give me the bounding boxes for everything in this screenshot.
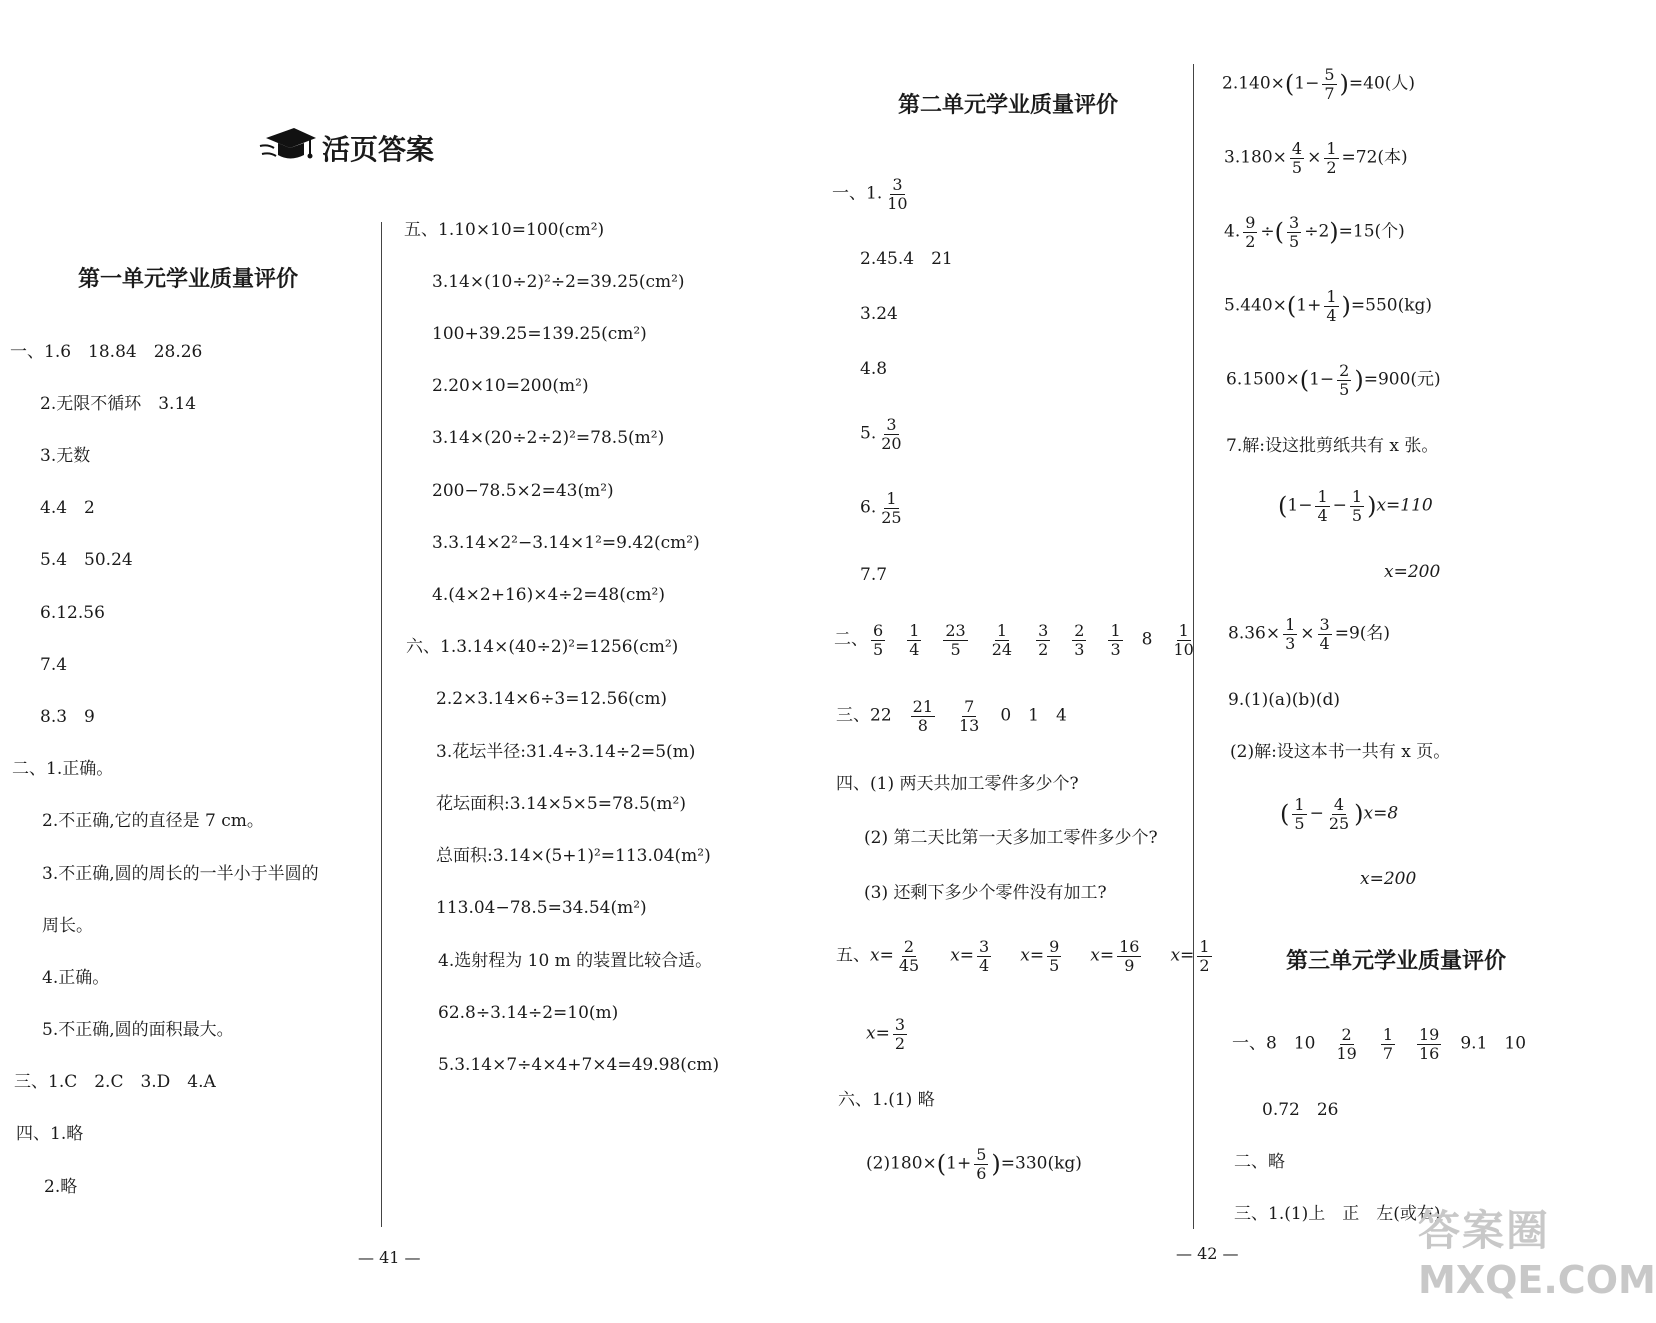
fraction: $\frac{1}{2}$ [1326,139,1337,177]
unit1-line: 4.4 2 [40,498,95,518]
unit1-line: 3.不正确,圆的周长的一半小于半圆的 [42,864,319,884]
col2-line: 2.2×3.14×6÷3=12.56(cm) [436,689,668,709]
page-number-left: — 41 — [358,1248,421,1267]
fraction: $\frac{2}{45}$ [898,937,920,975]
col2-line: 200−78.5×2=43(m²) [432,481,614,501]
col2-line: 113.04−78.5=34.54(m²) [436,898,647,918]
column-divider-left [381,222,382,1227]
unit2-s3: 三、22 $\frac{21}{8}$ $\frac{7}{13}$ 0 1 4 [836,697,1067,735]
unit1-line: 一、1.6 18.84 28.26 [10,342,203,362]
fraction: $\frac{1}{5}$ [1351,487,1363,525]
page-number-right: — 42 — [1176,1244,1239,1263]
fraction: $\frac{3}{4}$ [1319,615,1330,653]
fraction: $\frac{9}{2}$ [1245,213,1256,251]
col2-line: 3.14×(20÷2÷2)²=78.5(m²) [432,428,665,448]
col2-line: 总面积:3.14×(5+1)²=113.04(m²) [436,846,711,866]
col4-line-8: 8.36× $\frac{1}{3}$ × $\frac{3}{4}$ =9(名) [1228,615,1391,653]
fraction: $\frac{1}{3}$ [1110,621,1121,659]
fraction: $\frac{3}{2}$ [1038,621,1049,659]
fraction: $\frac{9}{5}$ [1049,937,1060,975]
unit3-title: 第三单元学业质量评价 [1286,948,1507,974]
col4-line-3: 3.180× $\frac{4}{5}$ × $\frac{1}{2}$ =72(本) [1224,139,1408,177]
watermark-url: MXQE.COM [1418,1258,1656,1302]
unit1-line: 三、1.C 2.C 3.D 4.A [14,1072,216,1092]
fraction: $\frac{5}{6}$ [976,1145,987,1183]
page-header-title: 活页答案 [322,133,435,166]
col2-line: 3.14×(10÷2)²÷2=39.25(cm²) [432,272,685,292]
graduation-cap-icon [258,124,318,166]
fraction: $\frac{1}{5}$ [1294,795,1305,833]
fraction: $\frac{3}{4}$ [979,937,990,975]
unit2-s4-2: (2) 第二天比第一天多加工零件多少个? [864,828,1158,848]
fraction: $\frac{1}{4}$ [909,621,920,659]
fraction: $\frac{6}{5}$ [873,621,884,659]
unit1-line: 二、1.正确。 [12,759,114,779]
fraction: $\frac{2}{3}$ [1074,621,1085,659]
unit2-s6-2: (2)180×(1+ $\frac{5}{6}$ )=330(kg) [866,1145,1082,1183]
col2-line: 2.20×10=200(m²) [432,376,589,396]
col2-line: 3.3.14×2²−3.14×1²=9.42(cm²) [432,533,700,553]
unit1-line: 5.4 50.24 [40,550,133,570]
col2-line: 花坛面积:3.14×5×5=78.5(m²) [436,794,686,814]
unit1-line: 7.4 [40,655,68,675]
col4-line-5: 5.440×(1+ $\frac{1}{4}$ )=550(kg) [1224,287,1433,325]
unit2-s6-1: 六、1.(1) 略 [838,1090,935,1110]
unit1-line: 2.略 [44,1177,78,1197]
col4-line-6: 6.1500×(1− $\frac{2}{5}$ )=900(元) [1226,361,1441,399]
unit2-s4-3: (3) 还剩下多少个零件没有加工? [864,883,1107,903]
unit2-s1-6: 6. $\frac{1}{25}$ [860,489,902,527]
col2-line: 六、1.3.14×(40÷2)²=1256(cm²) [406,637,679,657]
fraction: $\frac{1}{7}$ [1382,1025,1393,1063]
col4-line-7-solution: x=200 [1384,562,1441,582]
fraction: $\frac{21}{8}$ [912,697,933,735]
fraction: $\frac{23}{5}$ [945,621,966,659]
unit3-s1-2: 0.72 26 [1262,1100,1339,1120]
fraction: $\frac{19}{16}$ [1419,1025,1440,1063]
unit2-s1-3: 3.24 [860,304,898,324]
fraction: $\frac{1}{4}$ [1317,487,1328,525]
watermark-logo: 答案圈 [1418,1206,1551,1255]
unit1-title: 第一单元学业质量评价 [78,266,299,292]
col2-line: 五、1.10×10=100(cm²) [404,220,605,240]
col2-line: 4.(4×2+16)×4÷2=48(cm²) [432,585,665,605]
unit1-line: 周长。 [42,916,93,936]
unit2-s1-5: 5. $\frac{3}{20}$ [860,415,902,453]
unit1-line: 6.12.56 [40,603,105,623]
unit1-line: 4.正确。 [42,968,110,988]
fraction: $\frac{4}{5}$ [1291,139,1303,177]
unit2-s4-1: 四、(1) 两天共加工零件多少个? [836,774,1079,794]
unit1-line: 3.无数 [40,446,91,466]
col2-line: 62.8÷3.14÷2=10(m) [438,1003,619,1023]
unit2-s5: 五、x= $\frac{2}{45}$ x= $\frac{3}{4}$ x= $\frac{9}{5}$ x= $\frac{16}{9}$ x= $\frac{1}{2}$ [836,937,1210,975]
unit3-s3: 三、1.(1)上 正 左(或右) [1234,1204,1441,1224]
unit3-s1: 一、8 10 $\frac{2}{19}$ $\frac{1}{7}$ $\frac{19}{16}$ 9.1 10 [1232,1025,1527,1063]
fraction: $\frac{3}{20}$ [881,415,902,453]
unit1-line: 2.无限不循环 3.14 [40,394,197,414]
col4-line-7: 7.解:设这批剪纸共有 x 张。 [1226,436,1439,456]
unit2-s2: 二、 $\frac{6}{5}$ $\frac{1}{4}$ $\frac{23}{5}$ $\frac{1}{24}$ $\frac{3}{2}$ $\frac{2}{3}$ $\frac{1}{3}$ 8 $\frac{1}{10}$ [834,621,1194,659]
unit2-s1-7: 7.7 [860,565,888,585]
fraction: $\frac{1}{10}$ [1173,621,1194,659]
fraction: $\frac{3}{10}$ [887,175,908,213]
unit2-s5-last: x= $\frac{3}{2}$ [866,1015,906,1053]
unit1-line: 四、1.略 [16,1124,84,1144]
unit2-s1-4: 4.8 [860,359,888,379]
unit2-s1-2: 2.45.4 21 [860,249,953,269]
col4-line-9-equation: ( $\frac{1}{5}$ − $\frac{4}{25}$ )x=8 [1280,795,1399,833]
fraction: $\frac{1}{25}$ [881,489,902,527]
unit1-line: 5.不正确,圆的面积最大。 [42,1020,234,1040]
fraction: $\frac{4}{25}$ [1328,795,1350,833]
fraction: $\frac{3}{5}$ [1289,213,1300,251]
col4-line-4: 4. $\frac{9}{2}$ ÷( $\frac{3}{5}$ ÷2)=15(个) [1224,213,1405,251]
unit3-s2: 二、略 [1234,1152,1285,1172]
unit1-line: 8.3 9 [40,707,95,727]
col4-line-2: 2.140×(1− $\frac{5}{7}$ )=40(人) [1222,65,1416,103]
col2-line: 4.选射程为 10 m 的装置比较合适。 [438,951,713,971]
unit2-title: 第二单元学业质量评价 [898,92,1119,118]
col2-line: 100+39.25=139.25(cm²) [432,324,647,344]
col2-line: 3.花坛半径:31.4÷3.14÷2=5(m) [436,742,696,762]
fraction: $\frac{7}{13}$ [959,697,980,735]
col4-line-9-2: (2)解:设这本书一共有 x 页。 [1230,742,1451,762]
col4-line-9-solution: x=200 [1360,869,1417,889]
fraction: $\frac{1}{4}$ [1326,287,1337,325]
unit2-s1-1: 一、1. $\frac{3}{10}$ [832,175,908,213]
fraction: $\frac{3}{2}$ [894,1015,906,1053]
fraction: $\frac{5}{7}$ [1324,65,1335,103]
fraction: $\frac{1}{3}$ [1285,615,1296,653]
fraction: $\frac{16}{9}$ [1119,937,1140,975]
fraction: $\frac{2}{19}$ [1336,1025,1357,1063]
fraction: $\frac{1}{24}$ [991,621,1013,659]
fraction: $\frac{2}{5}$ [1339,361,1350,399]
col2-line: 5.3.14×7÷4×4+7×4=49.98(cm) [438,1055,720,1075]
col4-line-7-equation: (1− $\frac{1}{4}$ − $\frac{1}{5}$ )x=110 [1278,487,1433,525]
unit1-line: 2.不正确,它的直径是 7 cm。 [42,811,264,831]
col4-line-9: 9.(1)(a)(b)(d) [1228,690,1340,710]
fraction: $\frac{1}{2}$ [1199,937,1210,975]
